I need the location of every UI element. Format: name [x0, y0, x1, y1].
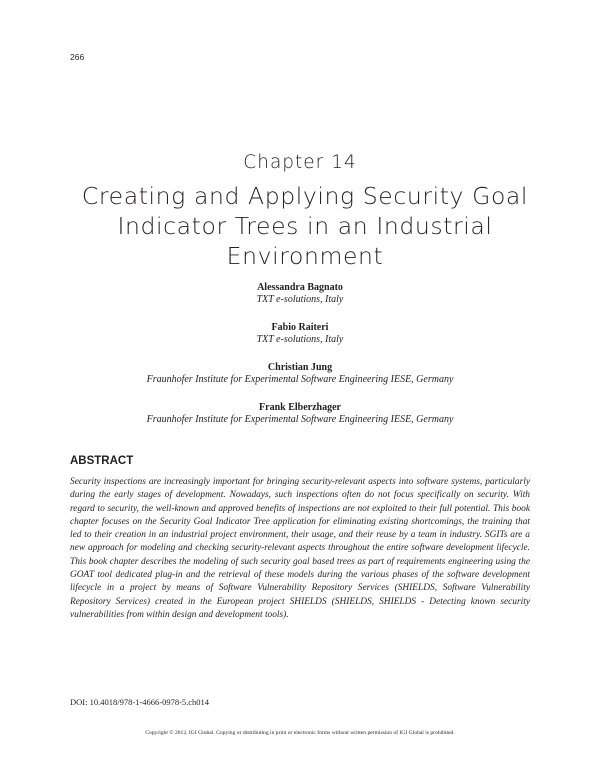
author-block — [0, 321, 600, 361]
author-list — [0, 281, 600, 441]
author-block — [0, 281, 600, 321]
doi: DOI: 10.4018/978-1-4666-0978-5.ch014 — [70, 697, 210, 707]
author-affiliation: TXT e-solutions, Italy — [256, 294, 344, 305]
abstract-heading: ABSTRACT — [70, 455, 134, 467]
page-number: 266 — [70, 52, 85, 62]
author-name: Alessandra Bagnato — [257, 282, 343, 293]
author-name: Frank Elberzhager — [259, 402, 341, 413]
author-affiliation: TXT e-solutions, Italy — [256, 334, 344, 345]
author-block — [0, 401, 600, 441]
abstract-body: Security inspections are increasingly important for bringing security-relevant aspects into software systems, particularly during the early stages of development. Nowadays, such inspections often do not focus specifically on security. With regard to security, the well-known and approved benefits of inspections are not exploited to their full potential. This book chapter focuses on the Security Goal Indicator Tree application for eliminating existing shortcomings, the training that led to their creation in an industrial project environment, their usage, and their reuse by a team in industry. SGITs are a new approach for modeling and checking security-relevant aspects throughout the entire software development lifecycle. This book chapter describes the modeling of such security goal based trees as part of requirements engineering using the GOAT tool dedicated plug-in and the retrieval of these models during the various phases of the software development lifecycle in a project by means of Software Vulnerability Repository Services (SHIELDS, Software Vulnerability Repository Services) created in the European project SHIELDS (SHIELDS, SHIELDS - Detecting known security vulnerabilities from within design and development tools). — [70, 477, 530, 620]
author-name: Fabio Raiteri — [271, 322, 329, 333]
chapter-title: Creating and Applying Security Goal Indicator Trees in an Industrial Environment — [81, 182, 529, 270]
author-block — [0, 361, 600, 401]
author-name: Christian Jung — [267, 362, 333, 373]
author-affiliation: Fraunhofer Institute for Experimental Software Engineering IESE, Germany — [146, 374, 454, 385]
chapter-label: Chapter 14 — [243, 152, 357, 173]
copyright-notice: Copyright © 2012, IGI Global. Copying or distributing in print or electronic forms without written permission of IGI Global is prohibited. — [145, 730, 455, 736]
author-affiliation: Fraunhofer Institute for Experimental Software Engineering IESE, Germany — [146, 414, 454, 425]
